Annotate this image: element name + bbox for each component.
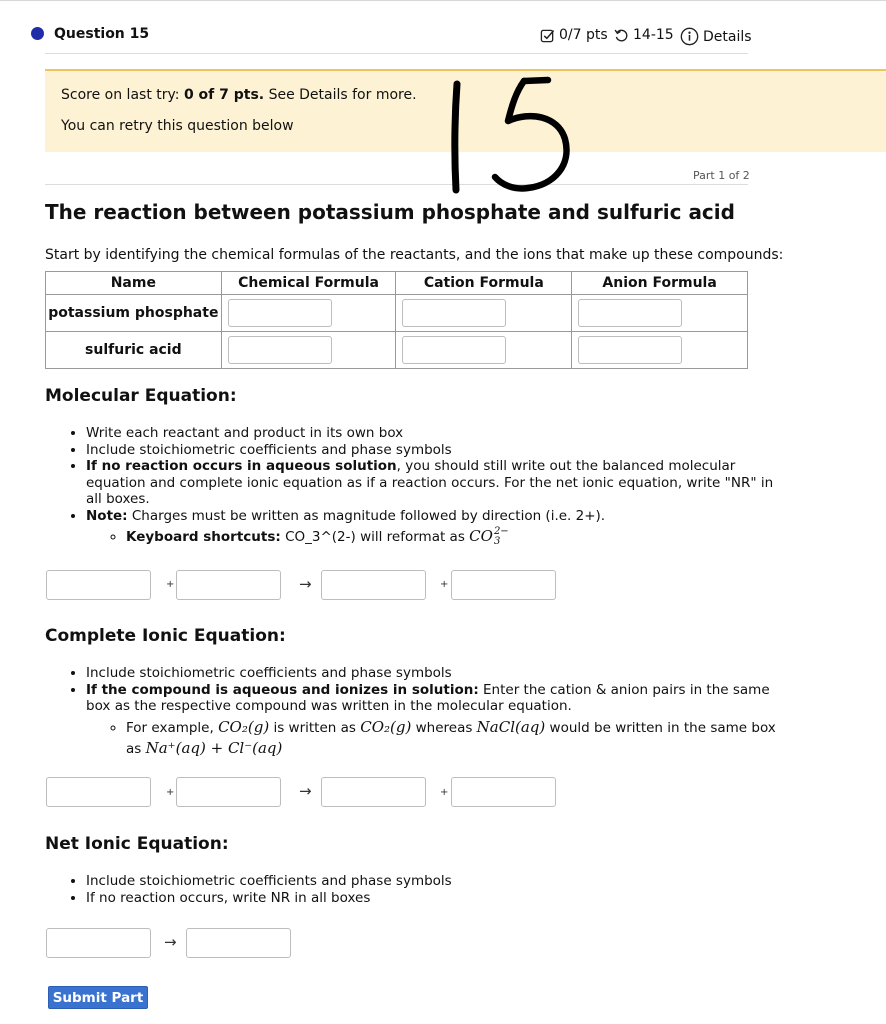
list-item: • If no reaction occurs in aqueous solution, you should still write out the balanced molecular equation and complete ionic equation as if a reaction occurs. For the net ionic equation, write "NR" in all boxes. [86, 458, 786, 508]
retry-icon [614, 28, 629, 43]
anion-formula-input[interactable] [578, 336, 682, 364]
top-divider [0, 0, 886, 1]
molecular-reactant-2-input[interactable] [176, 570, 281, 600]
submit-part-button[interactable]: Submit Part [48, 986, 148, 1009]
score-prefix: Score on last try: [61, 87, 184, 103]
plus-sign: + [166, 787, 175, 798]
intro-text: Start by identifying the chemical formulas of the reactants, and the ions that make up these compounds: [45, 247, 784, 263]
list-item: • Note: Charges must be written as magnitude followed by direction (i.e. 2+). ◦ Keyboard shortcuts: CO_3^(2-) will reformat as CO 2− 3 [86, 508, 786, 547]
sub-list [86, 717, 786, 759]
list-item: • Include stoichiometric coefficients and phase symbols [86, 665, 786, 682]
points-text: 0/7 pts [559, 27, 608, 43]
molecular-product-2-input[interactable] [451, 570, 556, 600]
formula-table [45, 271, 748, 369]
checkbox-icon [540, 28, 555, 43]
complete-ionic-product-1-input[interactable] [321, 777, 426, 807]
complete-ionic-reactant-2-input[interactable] [176, 777, 281, 807]
list-item: • Include stoichiometric coefficients and phase symbols [86, 873, 786, 890]
chemical-formula-input[interactable] [228, 336, 332, 364]
molecular-product-1-input[interactable] [321, 570, 426, 600]
reaction-arrow: → [299, 575, 312, 593]
col-header-name: Name [46, 272, 222, 295]
net-ionic-product-input[interactable] [186, 928, 291, 958]
net-ionic-instructions [46, 873, 786, 906]
net-ionic-heading: Net Ionic Equation: [45, 834, 229, 854]
part-label: Part 1 of 2 [693, 169, 750, 182]
question-title: Question 15 [54, 26, 150, 42]
table-row [46, 332, 748, 369]
table-row [46, 295, 748, 332]
header-divider [45, 53, 748, 54]
score-line [61, 87, 417, 103]
row-name: sulfuric acid [46, 332, 222, 369]
complete-ionic-product-2-input[interactable] [451, 777, 556, 807]
col-header-anion-formula: Anion Formula [572, 272, 748, 295]
plus-sign: + [440, 787, 449, 798]
info-icon [680, 27, 699, 46]
plus-sign: + [166, 579, 175, 590]
col-header-chemical-formula: Chemical Formula [221, 272, 396, 295]
molecular-instructions [46, 425, 786, 547]
score-suffix: See Details for more. [264, 87, 417, 103]
complete-ionic-heading: Complete Ionic Equation: [45, 626, 286, 646]
list-item: ◦ For example, CO₂(g) is written as CO₂(g) whereas NaCl(aq) would be written in the same box as Na⁺(aq) + Cl⁻(aq) [126, 717, 786, 759]
status-dot-icon [31, 27, 44, 40]
details-link[interactable] [680, 27, 752, 46]
attempts-text: 14-15 [633, 27, 674, 43]
attempts-display [614, 27, 674, 43]
sub-list [86, 527, 786, 547]
question-heading: The reaction between potassium phosphate and sulfuric acid [45, 200, 735, 224]
cation-formula-input[interactable] [402, 336, 506, 364]
list-item: • Include stoichiometric coefficients and phase symbols [86, 442, 786, 459]
molecular-reactant-1-input[interactable] [46, 570, 151, 600]
details-label: Details [703, 28, 752, 45]
anion-formula-input[interactable] [578, 299, 682, 327]
complete-ionic-instructions [46, 665, 786, 759]
complete-ionic-reactant-1-input[interactable] [46, 777, 151, 807]
net-ionic-reactant-input[interactable] [46, 928, 151, 958]
handwritten-15-annotation [440, 72, 580, 197]
reaction-arrow: → [164, 933, 177, 951]
reaction-arrow: → [299, 782, 312, 800]
points-display [540, 27, 608, 43]
list-item: • Write each reactant and product in its own box [86, 425, 786, 442]
score-value: 0 of 7 pts. [183, 87, 265, 103]
col-header-cation-formula: Cation Formula [396, 272, 572, 295]
plus-sign: + [440, 579, 449, 590]
math-expression: CO 2− 3 [469, 525, 509, 547]
list-item: • If no reaction occurs, write NR in all boxes [86, 890, 786, 907]
chemical-formula-input[interactable] [228, 299, 332, 327]
table-header-row [46, 272, 748, 295]
retry-text: You can retry this question below [61, 118, 294, 134]
list-item: • If the compound is aqueous and ionizes in solution: Enter the cation & anion pairs in the same box as the respective compound was written in the molecular equation. ◦ For example, CO₂(g) is written as CO₂(g) whereas NaCl(aq) would be written in the same box as Na⁺(aq) + Cl⁻(aq) [86, 682, 786, 759]
row-name: potassium phosphate [46, 295, 222, 332]
part-divider [45, 184, 748, 185]
cation-formula-input[interactable] [402, 299, 506, 327]
list-item: ◦ Keyboard shortcuts: CO_3^(2-) will reformat as CO 2− 3 [126, 527, 786, 547]
molecular-equation-heading: Molecular Equation: [45, 386, 237, 406]
